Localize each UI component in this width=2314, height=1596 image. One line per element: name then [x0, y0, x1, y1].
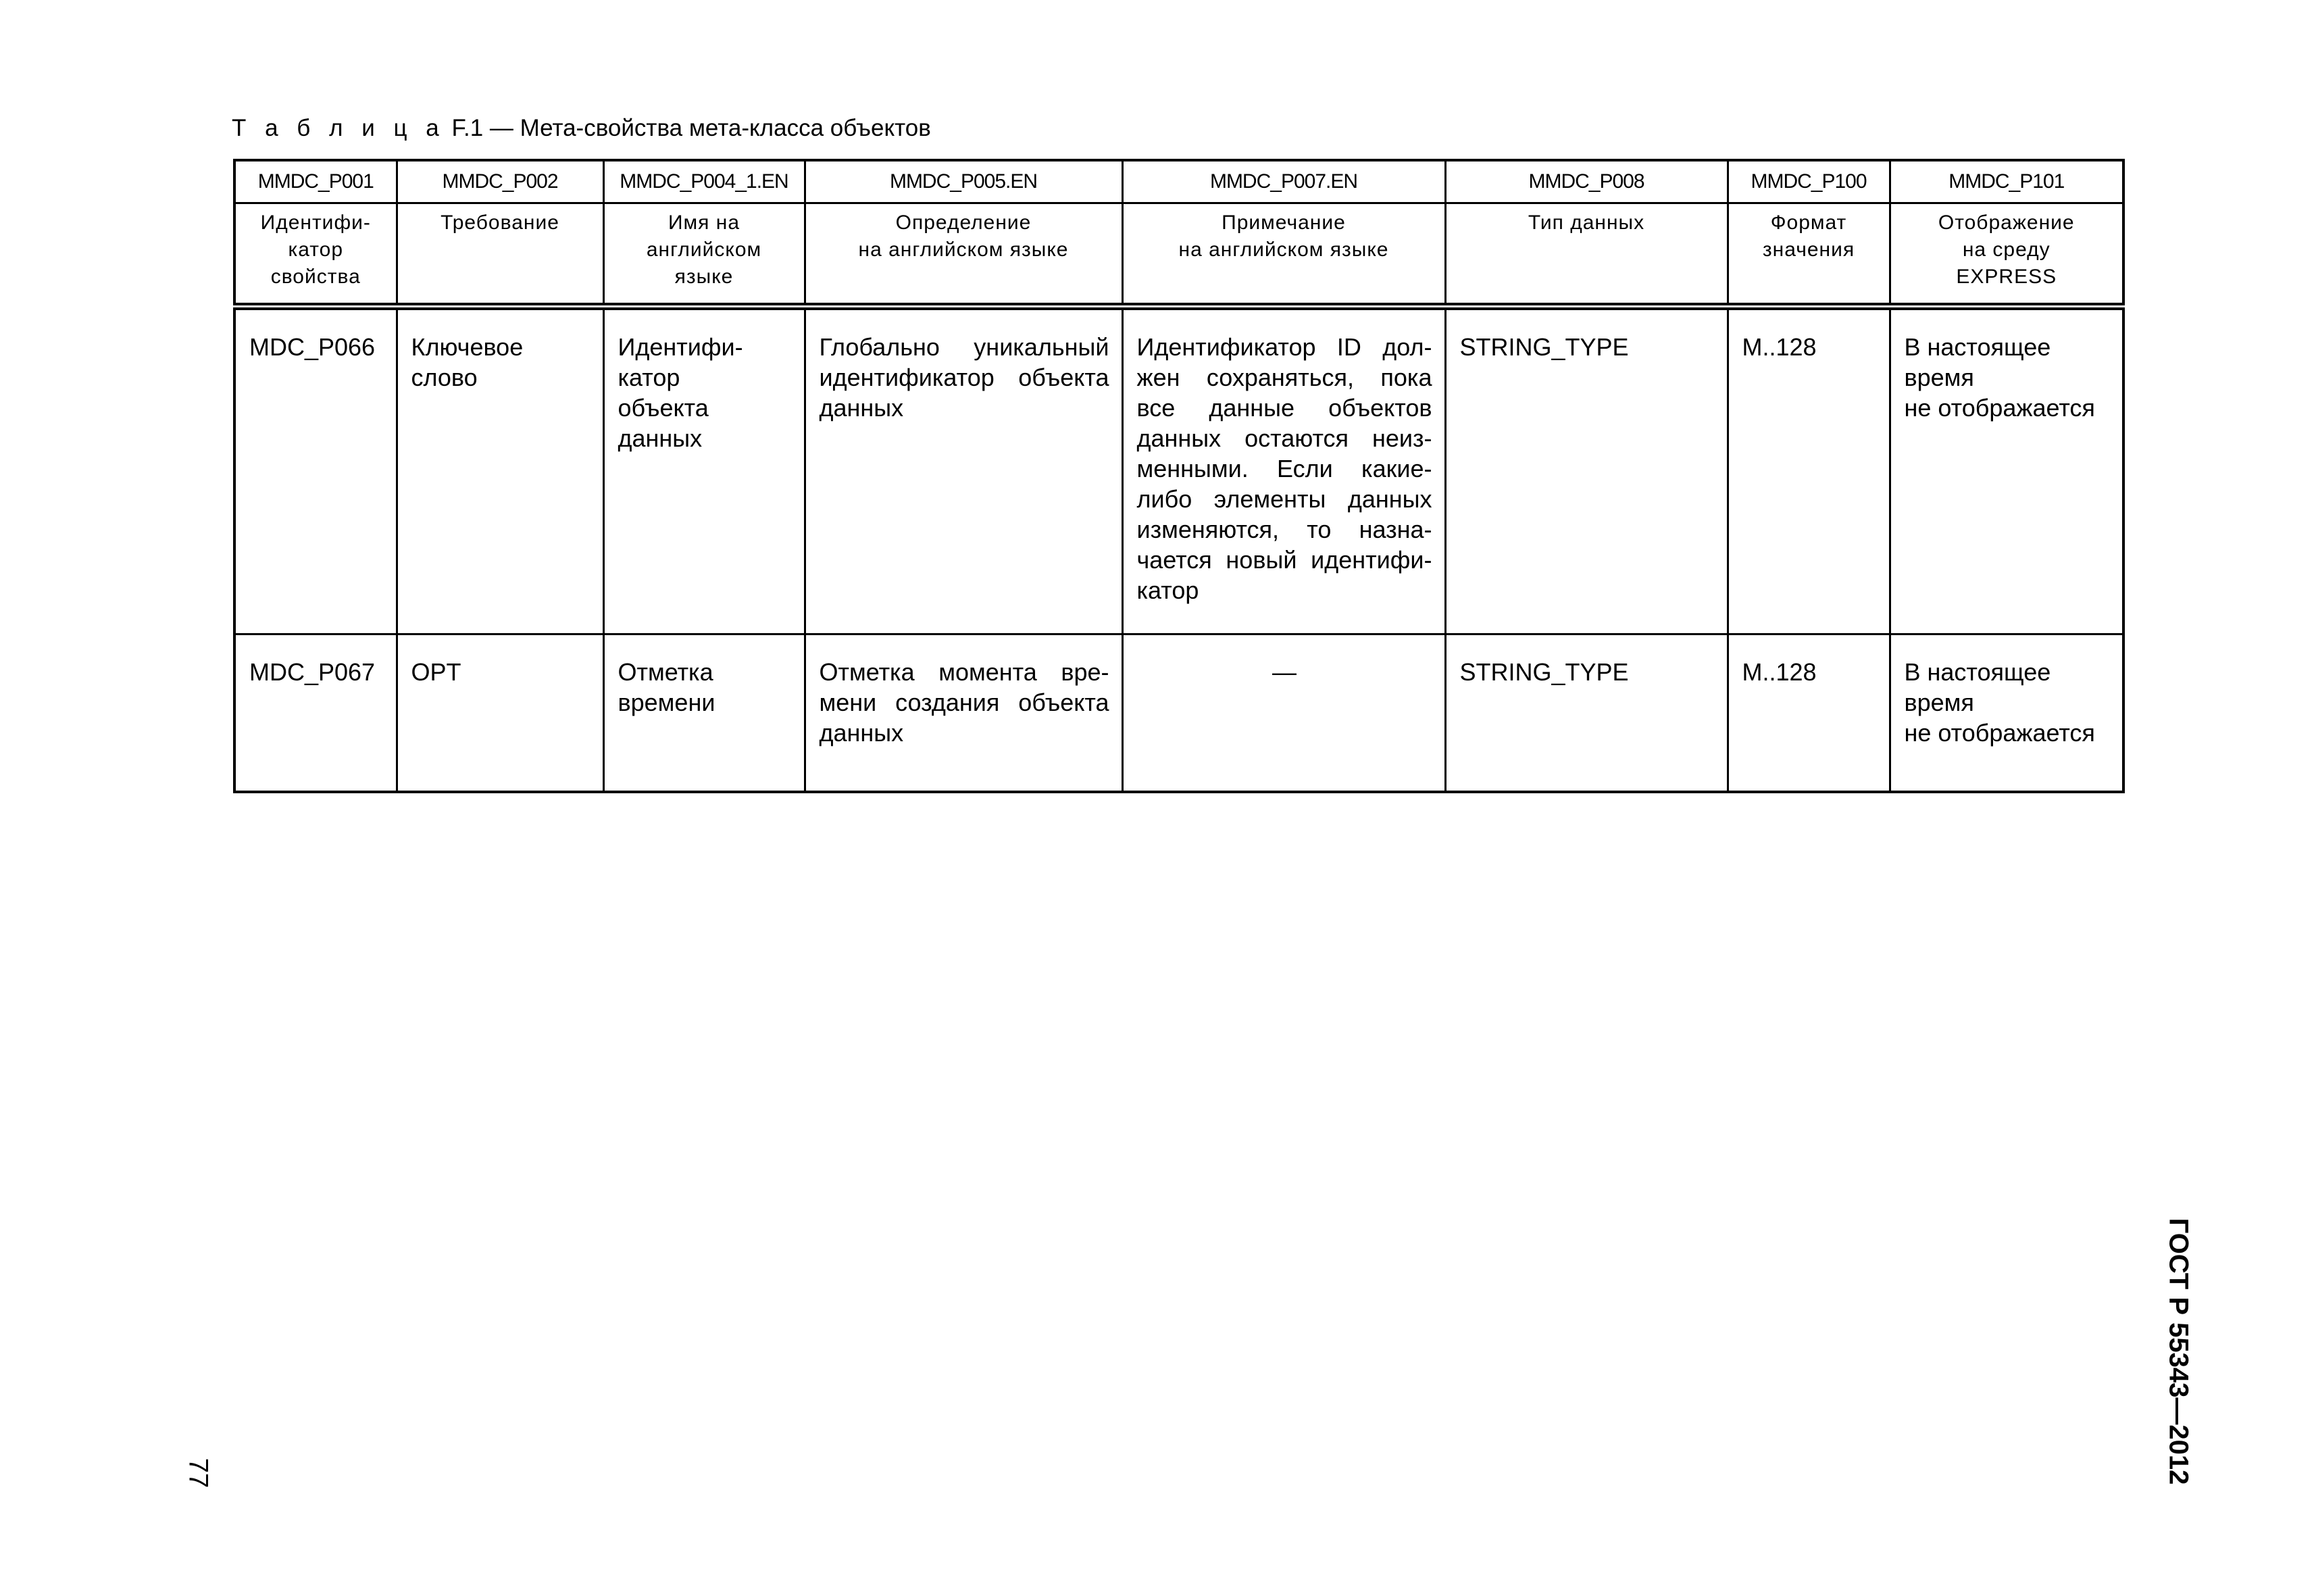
property-id: MDC_P067: [249, 658, 376, 686]
text-line: катор: [1136, 576, 1199, 604]
table-caption: [232, 115, 931, 142]
page-number: [181, 1453, 215, 1493]
name-cell: [603, 634, 805, 793]
value-format: M..128: [1742, 333, 1817, 361]
text-line: менными. Если какие-: [1136, 455, 1432, 482]
text-line: не отображается: [1904, 719, 2095, 747]
code-cell: MMDC_P101: [1890, 160, 2123, 203]
text-line: данных остаются неиз-: [1136, 424, 1432, 452]
page-number-label: 77: [183, 1457, 213, 1489]
header-line: языке: [674, 266, 734, 288]
text-line: Отметка момента вре-: [819, 658, 1109, 686]
text-line: OPT: [411, 658, 461, 686]
text-line: времени: [618, 689, 715, 716]
text-line: жен сохраняться, пока: [1136, 364, 1432, 391]
header-cell: [805, 203, 1122, 307]
text-line: катор: [618, 364, 680, 391]
name-cell: [603, 307, 805, 634]
text-line: Идентифи-: [618, 333, 743, 361]
header-cell: [603, 203, 805, 307]
text-line: идентификатор объекта: [819, 364, 1109, 391]
code-cell: MMDC_P004_1.EN: [603, 160, 805, 203]
header-line: Тип данных: [1528, 211, 1645, 234]
header-line: на среду: [1962, 239, 2051, 261]
header-line: английском: [646, 239, 762, 261]
text-line: время: [1904, 364, 1974, 391]
text-line: время: [1904, 689, 1974, 716]
data-type-cell: [1445, 634, 1728, 793]
table-row: [234, 307, 2123, 634]
text-line: все данные объектов: [1136, 394, 1432, 422]
note-cell: [1122, 307, 1445, 634]
header-line: Идентифи-: [260, 211, 371, 234]
data-type-cell: [1445, 307, 1728, 634]
text-line: объекта: [618, 394, 709, 422]
header-line: на английском языке: [858, 239, 1069, 261]
definition-cell: [805, 634, 1122, 793]
requirement-cell: [397, 634, 603, 793]
format-cell: [1728, 634, 1890, 793]
header-cell: [1728, 203, 1890, 307]
property-id-cell: [234, 307, 397, 634]
code-cell: MMDC_P002: [397, 160, 603, 203]
text-line: не отображается: [1904, 394, 2095, 422]
header-line: Отображение: [1938, 211, 2075, 234]
text-line: Глобально уникальный: [819, 333, 1109, 361]
code-cell: MMDC_P008: [1445, 160, 1728, 203]
header-line: Формат: [1770, 211, 1847, 234]
requirement-cell: [397, 307, 603, 634]
header-line: Определение: [895, 211, 1032, 234]
definition-cell: [805, 307, 1122, 634]
header-line: Требование: [441, 211, 559, 234]
standard-label: ГОСТ Р 55343—2012: [2163, 1218, 2194, 1485]
header-cell: [1890, 203, 2123, 307]
header-line: на английском языке: [1178, 239, 1389, 261]
standard-designation: [2157, 1210, 2200, 1493]
text-line: Идентификатор ID дол-: [1136, 333, 1432, 361]
header-cell: [1445, 203, 1728, 307]
text-line: изменяются, то назна-: [1136, 516, 1432, 543]
text-line: В настоящее: [1904, 333, 2051, 361]
code-cell: MMDC_P100: [1728, 160, 1890, 203]
text-line: Отметка: [618, 658, 713, 686]
express-cell: [1890, 634, 2123, 793]
text-line: мени создания объекта: [819, 689, 1109, 716]
code-cell: MMDC_P001: [234, 160, 397, 203]
caption-prefix: Т а б л и ц а: [232, 115, 445, 141]
value-format: M..128: [1742, 658, 1817, 686]
meta-properties-table: [233, 159, 2125, 793]
text-line: чается новый идентифи-: [1136, 546, 1432, 574]
code-row: [234, 160, 2123, 203]
text-line: данных: [819, 394, 904, 422]
text-line: данных: [819, 719, 904, 747]
header-cell: [397, 203, 603, 307]
table-row: [234, 634, 2123, 793]
header-cell: [234, 203, 397, 307]
property-id-cell: [234, 634, 397, 793]
property-id: MDC_P066: [249, 333, 376, 361]
header-cell: [1122, 203, 1445, 307]
data-type: STRING_TYPE: [1459, 658, 1629, 686]
header-row: [234, 203, 2123, 307]
header-line: значения: [1762, 239, 1855, 261]
text-line: Ключевое: [411, 333, 524, 361]
express-cell: [1890, 307, 2123, 634]
code-cell: MMDC_P007.EN: [1122, 160, 1445, 203]
header-line: EXPRESS: [1956, 266, 2057, 288]
header-line: Имя на: [668, 211, 740, 234]
text-line: данных: [618, 424, 703, 452]
text-line: слово: [411, 364, 478, 391]
format-cell: [1728, 307, 1890, 634]
text-line: либо элементы данных: [1136, 485, 1432, 513]
note-cell: [1122, 634, 1445, 793]
text-line: —: [1272, 658, 1297, 686]
code-cell: MMDC_P005.EN: [805, 160, 1122, 203]
header-line: свойства: [270, 266, 361, 288]
header-line: катор: [288, 239, 344, 261]
caption-text: F.1 — Мета-свойства мета-класса объектов: [451, 115, 931, 141]
header-line: Примечание: [1222, 211, 1346, 234]
data-type: STRING_TYPE: [1459, 333, 1629, 361]
text-line: В настоящее: [1904, 658, 2051, 686]
